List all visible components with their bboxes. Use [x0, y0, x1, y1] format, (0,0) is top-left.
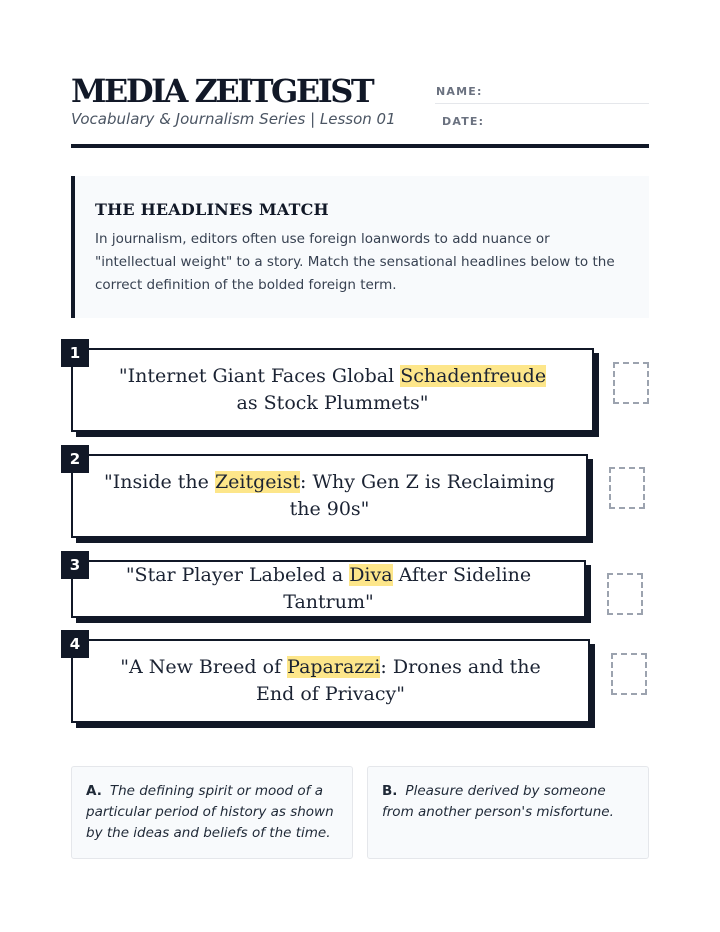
name-field[interactable] — [435, 82, 649, 104]
headline-3-before: "Star Player Labeled a — [125, 564, 350, 586]
name-label: NAME: — [436, 85, 483, 98]
headline-4-before: "A New Breed of — [120, 656, 288, 678]
headline-4-term: Paparazzi — [287, 656, 381, 678]
instructions-text: In journalism, editors often use foreign loanwords to add nuance or "intellectual weight" to a story. Match the sensational headlines below to the correct definition of the bolded foreign term. — [95, 231, 615, 293]
instructions-title: THE HEADLINES MATCH — [95, 200, 329, 219]
headline-3-after: After Sideline Tantrum" — [283, 564, 532, 613]
definition-card-b — [367, 766, 649, 859]
headline-card-4 — [71, 639, 590, 723]
worksheet-title: MEDIA ZEITGEIST — [71, 72, 373, 110]
definition-text-a: The defining spirit or mood of a particular period of history as shown by the ideas and beliefs of the time. — [86, 783, 334, 841]
header-divider — [71, 144, 649, 148]
headline-2-term: Zeitgeist — [214, 471, 300, 493]
worksheet-subtitle: Vocabulary & Journalism Series | Lesson 01 — [71, 110, 396, 128]
headline-2-after: : Why Gen Z is Reclaiming the 90s" — [289, 471, 555, 520]
definition-letter-b: B. — [382, 783, 398, 799]
instructions-box — [71, 176, 649, 318]
answer-box-1[interactable] — [613, 362, 649, 404]
headline-text-2 — [80, 469, 580, 523]
headline-number-4: 4 — [61, 630, 89, 658]
headline-4-after: : Drones and the End of Privacy" — [256, 656, 541, 705]
headline-card-2 — [71, 454, 588, 538]
headline-text-4 — [86, 654, 576, 708]
definition-card-a — [71, 766, 353, 859]
headline-number-3: 3 — [61, 551, 89, 579]
headline-text-3 — [79, 562, 579, 616]
worksheet-header — [71, 70, 649, 148]
headline-number-1: 1 — [61, 339, 89, 367]
headline-card-3 — [71, 560, 586, 618]
answer-box-4[interactable] — [611, 653, 647, 695]
answer-box-2[interactable] — [609, 467, 645, 509]
headline-card-1 — [71, 348, 594, 432]
date-field[interactable] — [435, 112, 649, 134]
definition-text-b: Pleasure derived by someone from another person's misfortune. — [382, 783, 614, 820]
definition-letter-a: A. — [86, 783, 102, 799]
headline-3-term: Diva — [349, 564, 393, 586]
headline-1-term: Schadenfreude — [400, 365, 547, 387]
answer-box-3[interactable] — [607, 573, 643, 615]
headline-1-after: as Stock Plummets" — [236, 392, 429, 414]
headline-text-1 — [98, 363, 568, 417]
headline-1-before: "Internet Giant Faces Global — [118, 365, 401, 387]
date-label: DATE: — [442, 115, 485, 128]
headline-number-2: 2 — [61, 445, 89, 473]
headline-2-before: "Inside the — [104, 471, 215, 493]
